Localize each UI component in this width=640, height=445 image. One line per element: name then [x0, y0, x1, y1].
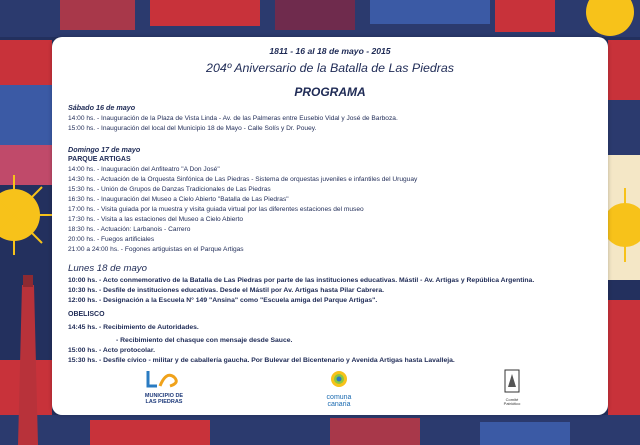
schedule-item: 15:30 hs. - Desfile cívico - militar y de caballería gaucha. Por Bulevar del Bicentenario y Avenida Artigas hasta Lavalleja. — [68, 357, 455, 364]
schedule-item: 14:30 hs. - Actuación de la Orquesta Sinfónica de Las Piedras - Sistema de orquestas juveniles e infantiles del Uruguay — [68, 176, 418, 183]
schedule-item: 14:00 hs. - Inauguración de la Plaza de Vista Linda - Av. de las Palmeras entre Eusebio Vidal y José de Barboza. — [68, 115, 398, 122]
comite-shield-icon — [504, 369, 520, 393]
schedule-item: 18:30 hs. - Actuación: Larbanois - Carrero — [68, 226, 191, 233]
schedule-item: 17:00 hs. - Visita guiada por la muestra y visita guiada virtual por las diferentes estaciones del museo — [68, 206, 364, 213]
comite-patriotico-logo — [497, 369, 527, 407]
comite-label-1: Comité — [505, 397, 519, 402]
comuna-label: comuna — [326, 394, 352, 401]
schedule-item: 15:30 hs. - Unión de Grupos de Danzas Tradicionales de Las Piedras — [68, 186, 271, 193]
schedule-item: 10:00 hs. - Acto conmemorativo de la Batalla de Las Piedras por parte de las instituciones educativas. Mástil - Av. Artigas y República Argentina. — [68, 277, 535, 284]
comuna-canaria-logo — [314, 369, 364, 408]
schedule-item: 14:00 hs. - Inauguración del Anfiteatro "A Don José" — [68, 166, 220, 173]
saturday-heading: Sábado 16 de mayo — [68, 103, 136, 112]
obelisco-heading: OBELISCO — [68, 311, 105, 318]
municipio-label-1: MUNICIPIO DE — [144, 393, 184, 399]
schedule-item: 10:30 hs. - Desfile de instituciones educativas. Desde el Mástil por Av. Artigas hasta Pilar Cabrera. — [68, 287, 385, 294]
schedule-item: 20:00 hs. - Fuegos artificiales — [68, 236, 155, 243]
municipio-las-piedras-logo — [124, 369, 204, 406]
parque-artigas-heading: PARQUE ARTIGAS — [68, 156, 131, 163]
schedule-item: 17:30 hs. - Visita a las estaciones del Museo a Cielo Abierto — [68, 216, 244, 223]
anniversary-title: 204º Aniversario de la Batalla de Las Piedras — [206, 61, 454, 75]
municipio-mark-icon — [144, 369, 184, 389]
municipio-label-2: LAS PIEDRAS — [145, 398, 183, 405]
program-card — [52, 37, 608, 415]
monday-heading: Lunes 18 de mayo — [68, 263, 147, 274]
schedule-item: 15:00 hs. - Acto protocolar. — [68, 347, 155, 354]
schedule-item: 16:30 hs. - Inauguración del Museo a Cielo Abierto "Batalla de Las Piedras" — [68, 196, 289, 203]
event-dates: 1811 - 16 al 18 de mayo - 2015 — [269, 46, 391, 56]
canaria-label: canaria — [327, 401, 351, 408]
comite-label-2: Patriótico — [503, 401, 521, 407]
schedule-item: 21:00 a 24:00 hs. - Fogones artiguistas en el Parque Artigas — [68, 246, 244, 253]
schedule-item: - Recibimiento del chasque con mensaje desde Sauce. — [116, 337, 293, 344]
sunday-heading: Domingo 17 de mayo — [68, 145, 141, 154]
program-heading: PROGRAMA — [294, 85, 366, 99]
schedule-item: 14:45 hs. - Recibimiento de Autoridades. — [68, 324, 199, 331]
comuna-mark-icon — [328, 369, 350, 389]
schedule-item: 15:00 hs. - Inauguración del local del Municipio 18 de Mayo - Calle Solís y Dr. Pouey. — [68, 125, 317, 132]
schedule-item: 12:00 hs. - Designación a la Escuela N° 149 "Ansina" como "Escuela amiga del Parque Artigas". — [68, 297, 378, 304]
